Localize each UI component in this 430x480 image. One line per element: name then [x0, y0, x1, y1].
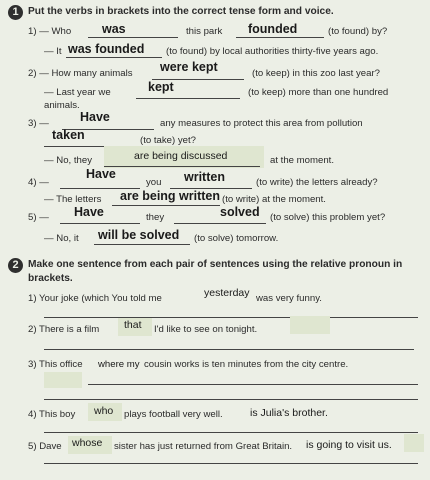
blank-1a[interactable] [88, 37, 178, 38]
ex1-line-2-part-a: — It [44, 46, 62, 57]
sentence-1-writing-line[interactable] [44, 317, 418, 318]
sentence-2-patch-2 [290, 316, 330, 334]
exercise-2-instructions-line-1: Make one sentence from each pair of sentences using the relative pronoun in [28, 259, 403, 270]
ex1-line-11-part-c: (to solve) this problem yet? [270, 212, 386, 223]
ex1-line-4-part-a: — Last year we [44, 87, 111, 98]
answer-1a: was [102, 22, 126, 36]
sentence-3-handwriting: where my [98, 359, 140, 370]
ex1-line-9-part-c: (to write) the letters already? [256, 177, 378, 188]
ex1-line-6-part-b: any measures to protect this area from pollution [160, 118, 363, 129]
ex1-line-2-part-b: (to found) by local authorities thirty-five years ago. [166, 46, 379, 57]
answer-4b: written [184, 170, 225, 184]
blank-3c[interactable] [104, 166, 260, 167]
ex1-line-7: (to take) yet? [140, 135, 196, 146]
answer-2a: were kept [160, 60, 218, 74]
answer-1b: founded [248, 22, 298, 36]
sentence-5-handwriting-end: is going to visit us. [306, 439, 392, 451]
exercise-2-instructions-line-2: brackets. [28, 273, 73, 284]
ex1-line-3-part-b: (to keep) in this zoo last year? [252, 68, 380, 79]
ex1-line-4-part-b: (to keep) more than one hundred [248, 87, 389, 98]
ex1-line-3-part-a: 2) — How many animals [28, 68, 133, 79]
blank-5b[interactable] [174, 223, 266, 224]
sentence-3-part-b: cousin works is ten minutes from the city centre. [144, 359, 349, 370]
sentence-3-writing-line-1[interactable] [88, 384, 418, 385]
sentence-4-writing-line[interactable] [44, 432, 418, 433]
sentence-2-part-b: I'd like to see on tonight. [154, 324, 258, 335]
ex1-line-10-part-b: (to write) at the moment. [222, 194, 326, 205]
ex1-line-5: animals. [44, 100, 80, 111]
ex1-line-11-part-a: 5) — [28, 212, 49, 223]
sentence-3-patch [44, 372, 82, 388]
sentence-1-handwriting: yesterday [204, 287, 250, 299]
sentence-2-writing-line[interactable] [44, 349, 414, 350]
blank-5c[interactable] [94, 244, 190, 245]
ex1-line-8-part-b: at the moment. [270, 155, 334, 166]
ex1-line-11-part-b: they [146, 212, 165, 223]
sentence-4-part-a: 4) This boy [28, 409, 76, 420]
ex1-line-9-part-a: 4) — [28, 177, 49, 188]
blank-1c[interactable] [66, 57, 162, 58]
answer-4a: Have [86, 167, 116, 181]
sentence-5-part-b: sister has just returned from Great Britain. [114, 441, 293, 452]
ex1-line-12-part-b: (to solve) tomorrow. [194, 233, 279, 244]
sentence-5-writing-line[interactable] [44, 463, 418, 464]
answer-4c: are being written [120, 189, 221, 203]
sentence-3-writing-line-2[interactable] [44, 399, 418, 400]
ex1-line-1-part-b: this park [186, 26, 223, 37]
ex1-line-6-part-a: 3) — [28, 118, 49, 129]
answer-3a: Have [80, 110, 110, 124]
sentence-2-handwriting: that [124, 319, 142, 331]
sentence-1-part-b: was very funny. [256, 293, 322, 304]
ex1-line-9-part-b: you [146, 177, 162, 188]
ex1-line-10-part-a: — The letters [44, 194, 102, 205]
exercise-1-instructions: Put the verbs in brackets into the correct tense form and voice. [28, 6, 334, 17]
blank-2b[interactable] [136, 98, 240, 99]
ex1-line-1-part-c: (to found) by? [328, 26, 388, 37]
answer-3c: are being discussed [134, 150, 228, 162]
answer-2b: kept [148, 80, 174, 94]
exercise-1-number: 1 [8, 5, 23, 20]
sentence-2-part-a: 2) There is a film [28, 324, 100, 335]
sentence-4-handwriting: who [94, 405, 114, 417]
answer-5c: will be solved [98, 228, 180, 242]
sentence-3-part-a: 3) This office [28, 359, 83, 370]
ex1-line-1-part-a: 1) — Who [28, 26, 72, 37]
blank-1b[interactable] [236, 37, 324, 38]
blank-5a[interactable] [60, 223, 140, 224]
sentence-4-part-b: plays football very well. [124, 409, 223, 420]
exercise-2-number: 2 [8, 258, 23, 273]
sentence-5-handwriting: whose [72, 437, 103, 449]
sentence-5-patch-2 [404, 434, 424, 452]
ex1-line-12-part-a: — No, it [44, 233, 79, 244]
sentence-5-part-a: 5) Dave [28, 441, 62, 452]
answer-5b: solved [220, 205, 260, 219]
answer-5a: Have [74, 205, 104, 219]
blank-4c[interactable] [112, 205, 220, 206]
sentence-1-part-a: 1) Your joke (which You told me [28, 293, 162, 304]
ex1-line-8-part-a: — No, they [44, 155, 92, 166]
answer-3b: taken [52, 128, 85, 142]
sentence-4-handwriting-end: is Julia's brother. [250, 407, 328, 419]
answer-1c: was founded [68, 42, 145, 56]
